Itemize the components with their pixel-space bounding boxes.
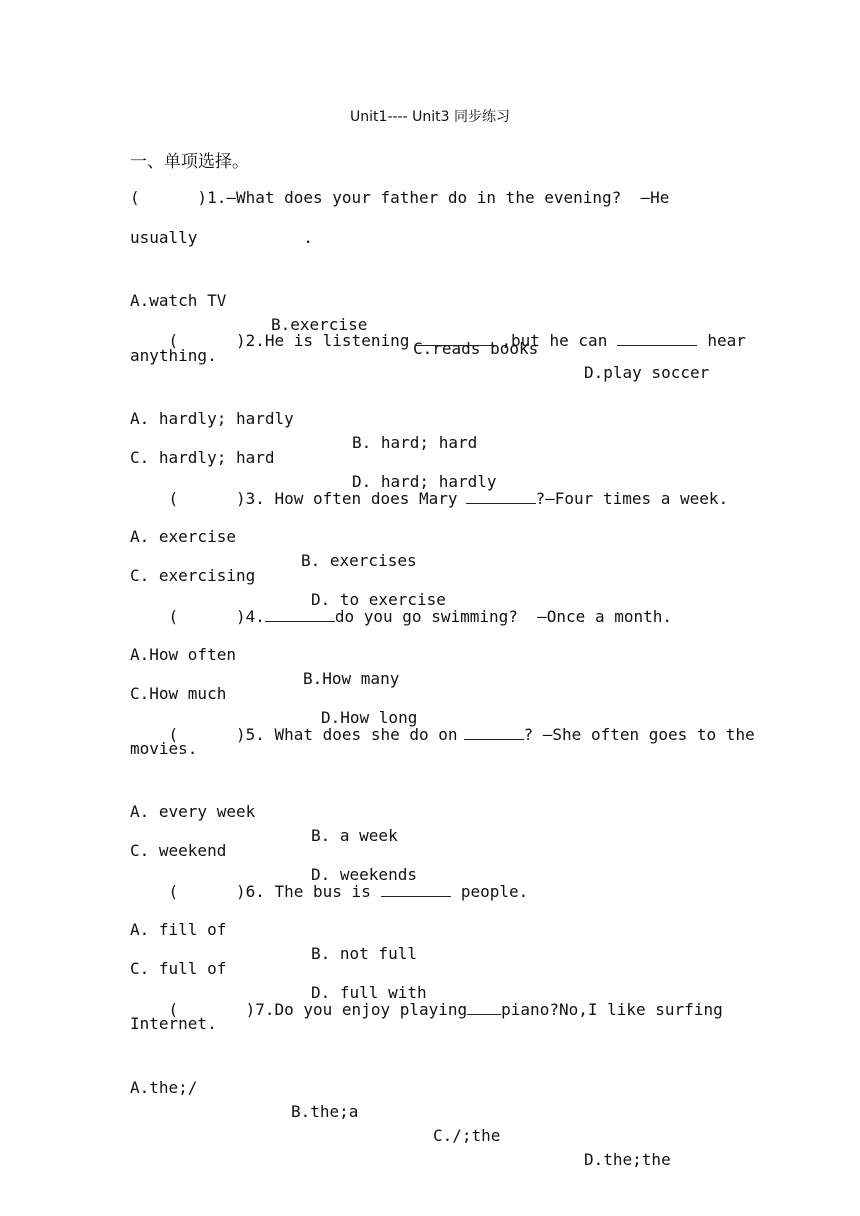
question-2-options-row2: [130, 422, 730, 491]
question-2-mid: ,but he can: [501, 331, 608, 350]
option-c: C./;the: [433, 1126, 501, 1145]
question-4-options-row2: [130, 658, 730, 727]
question-6-options-row1: [130, 894, 730, 963]
question-2-prefix: ( )2.He is listening: [168, 331, 410, 350]
question-5-stem-cont: movies.: [130, 739, 198, 758]
option-a: A.watch TV: [130, 291, 227, 310]
option-d: D.the;the: [584, 1150, 671, 1169]
option-b: B. a week: [311, 826, 398, 845]
question-4-stem: [130, 580, 730, 626]
option-d: D.play soccer: [584, 363, 710, 382]
option-c: C. weekend: [130, 841, 227, 860]
question-5-suffix: ? —She often goes to the: [523, 725, 755, 744]
question-7-options: [130, 1052, 730, 1169]
option-c: C. full of: [130, 959, 227, 978]
option-d: D. weekends: [311, 865, 417, 884]
option-d: D. hard; hardly: [352, 472, 497, 491]
question-5-options-row1: [130, 776, 730, 845]
question-7-stem: [130, 973, 730, 1019]
question-6-options-row2: [130, 933, 730, 1002]
question-7-prefix: ( )7.Do you enjoy playing: [168, 1000, 468, 1019]
option-b: B. not full: [311, 944, 417, 963]
section-heading: 一、单项选择。: [130, 152, 249, 172]
question-6-stem: [130, 855, 730, 901]
question-2-options-row1: [130, 383, 730, 452]
option-c: C.How much: [130, 684, 227, 703]
option-c: C.reads books: [413, 339, 539, 358]
option-c: C. hardly; hard: [130, 448, 275, 467]
option-b: B.the;a: [291, 1102, 359, 1121]
option-b: B.How many: [303, 669, 400, 688]
question-7-stem-cont: Internet.: [130, 1014, 217, 1033]
question-1-stem-cont: usually .: [130, 228, 314, 247]
question-4-prefix: ( )4.: [168, 607, 265, 626]
option-a: A. exercise: [130, 527, 236, 546]
question-7-suffix: piano?No,I like surfing: [501, 1000, 723, 1019]
question-1-stem: ( )1.—What does your father do in the evening? —He: [130, 188, 670, 207]
question-5-stem: [130, 698, 755, 744]
page-title: Unit1---- Unit3 同步练习: [350, 109, 510, 125]
option-b: B. exercises: [301, 551, 417, 570]
question-2-stem-cont: anything.: [130, 346, 217, 365]
option-c: C. exercising: [130, 566, 256, 585]
question-3-options-row1: [130, 501, 730, 570]
question-3-options-row2: [130, 540, 730, 609]
option-d: D. to exercise: [311, 590, 446, 609]
question-3-prefix: ( )3. How often does Mary: [168, 489, 458, 508]
question-5-options-row2: [130, 815, 730, 884]
option-a: A. hardly; hardly: [130, 409, 294, 428]
question-6-suffix: people.: [460, 882, 529, 901]
question-3-suffix: ?—Four times a week.: [535, 489, 729, 508]
question-5-prefix: ( )5. What does she do on: [168, 725, 458, 744]
option-b: B. hard; hard: [352, 433, 478, 452]
option-d: D.How long: [321, 708, 418, 727]
option-a: A.the;/: [130, 1078, 198, 1097]
option-a: A. fill of: [130, 920, 227, 939]
question-6-prefix: ( )6. The bus is: [168, 882, 371, 901]
question-3-stem: [130, 462, 730, 508]
option-b: B.exercise: [271, 315, 368, 334]
option-a: A.How often: [130, 645, 236, 664]
question-4-options-row1: [130, 619, 730, 688]
option-a: A. every week: [130, 802, 256, 821]
option-d: D. full with: [311, 983, 427, 1002]
question-4-suffix: do you go swimming? —Once a month.: [334, 607, 673, 626]
question-2-suffix: hear: [707, 331, 746, 350]
